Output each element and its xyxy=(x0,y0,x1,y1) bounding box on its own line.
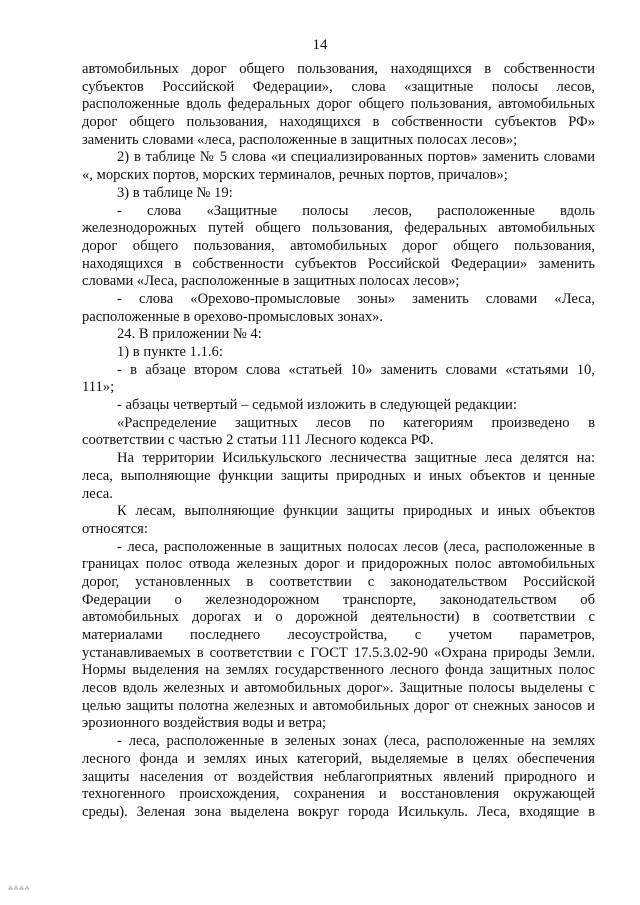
text-line: границах полос отвода железных дорог и придорожных полос автомобильных xyxy=(82,556,595,573)
text-line: устанавливаемых в соответствии с ГОСТ 17.5.3.02-90 «Охрана природы Земли. xyxy=(82,644,595,661)
text-line: железнодорожных путей общего пользования, федеральных автомобильных xyxy=(82,220,595,237)
text-line: - в абзаце втором слова «статьей 10» заменить словами «статьями 10, xyxy=(117,361,595,378)
text-line: относятся: xyxy=(82,520,148,537)
document-body xyxy=(82,61,595,822)
text-line: материалами последнего лесоустройства, с учетом параметров, xyxy=(82,627,595,643)
text-line: эрозионного воздействия воды и ветра; xyxy=(82,715,327,732)
text-line: расположенные в орехово-промысловых зонах». xyxy=(82,308,384,325)
text-line: леса. xyxy=(82,485,113,502)
text-line: - слова «Орехово-промысловые зоны» заменить словами «Леса, xyxy=(117,290,595,307)
text-line: На территории Исилькульского лесничества защитные леса делятся на: xyxy=(117,450,595,467)
text-line: автомобильных дорог общего пользования, находящихся в собственности xyxy=(82,61,595,77)
text-line: 2) в таблице № 5 слова «и специализированных портов» заменить словами xyxy=(117,149,595,166)
text-line: дорог, установленных в соответствии с законодательством Российской xyxy=(82,573,595,590)
text-line: заменить словами «леса, расположенные в защитных полосах лесов»; xyxy=(82,131,518,148)
text-line: Федерации о железнодорожном транспорте, законодательством об xyxy=(82,591,595,608)
text-line: дорог общего пользования, автомобильных дорог общего пользования, xyxy=(82,237,595,254)
text-line: 3) в таблице № 19: xyxy=(117,184,233,201)
scan-mark: ⁂⁂⁂⁂ xyxy=(8,886,30,892)
text-line: - леса, расположенные в защитных полосах лесов (леса, расположенные в xyxy=(117,538,595,555)
text-line: - абзацы четвертый – седьмой изложить в следующей редакции: xyxy=(117,397,517,414)
text-line: среды). Зеленая зона выделена вокруг города Исилькуль. Леса, входящие в xyxy=(82,803,595,820)
text-line: словами «Леса, расположенные в защитных полосах лесов»; xyxy=(82,273,460,290)
text-line: леса, выполняющие функции защиты природных и иных объектов и ценные xyxy=(82,467,595,484)
text-line: субъектов Российской Федерации», слова «защитные полосы лесов, xyxy=(82,78,595,95)
text-line: Нормы выделения на землях государственного лесного фонда защитных полос xyxy=(82,662,595,679)
text-line: техногенного происхождения, сохранения и восстановления окружающей xyxy=(82,786,595,803)
text-line: 111»; xyxy=(82,379,115,396)
text-line: - леса, расположенные в зеленых зонах (леса, расположенные на землях xyxy=(117,733,595,750)
text-line: 1) в пункте 1.1.6: xyxy=(117,344,223,360)
text-line: лесов вдоль железных и автомобильных дорог». Защитные полосы выделены с xyxy=(82,680,595,697)
text-line: «Распределение защитных лесов по категориям произведено в xyxy=(117,414,595,431)
text-line: 24. В приложении № 4: xyxy=(117,326,262,343)
text-line: лесного фонда и землях иных категорий, выделяемые в целях обеспечения xyxy=(82,750,595,767)
text-line: находящихся в собственности субъектов Российской Федерации» заменить xyxy=(82,255,595,272)
text-line: целью защиты полотна железных и автомобильных дорог от снежных заносов и xyxy=(82,697,595,714)
text-line: К лесам, выполняющие функции защиты природных и иных объектов xyxy=(117,503,595,520)
text-line: автомобильных дорогах и о дорожной деятельности) в соответствии с xyxy=(82,609,595,626)
text-line: «, морских портов, морских терминалов, речных портов, причалов»; xyxy=(82,167,508,184)
text-line: соответствии с частью 2 статьи 111 Лесного кодекса РФ. xyxy=(82,432,434,449)
page-number: 14 xyxy=(312,37,328,53)
text-line: - слова «Защитные полосы лесов, расположенные вдоль xyxy=(117,202,595,219)
text-line: расположенные вдоль федеральных дорог общего пользования, автомобильных xyxy=(82,96,595,113)
text-line: защиты населения от воздействия неблагоприятных явлений природного и xyxy=(82,768,595,785)
text-line: дорог общего пользования, находящихся в собственности субъектов РФ» xyxy=(82,114,595,131)
